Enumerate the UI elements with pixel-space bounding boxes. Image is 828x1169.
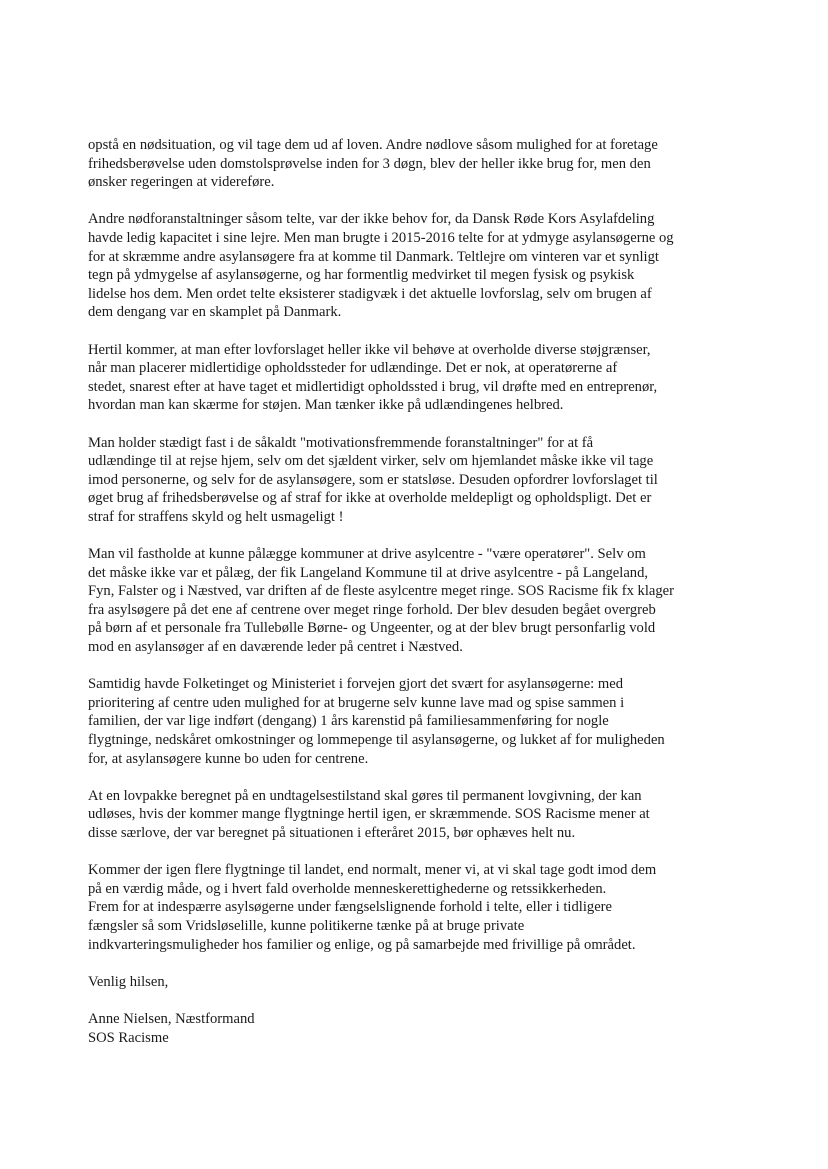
paragraph-6: Samtidig havde Folketinget og Ministeriet i forvejen gjort det svært for asylansøgerne: med prioritering af centre uden mulighed for at brugerne selv kunne lave mad og spise sammen i familien, der var lige indført (dengang) 1 års karenstid på familiesammenføring for nogle flygtninge, nedskåret omkostninger og lommepenge til asylansøgerne, og lukket af for muligheden for, at asylansøgere kunne bo uden for centrene. (88, 676, 665, 767)
signature-organization: SOS Racisme (88, 1029, 169, 1046)
paragraph-3: Hertil kommer, at man efter lovforslaget heller ikke vil behøve at overholde diverse støjgrænser, når man placerer midlertidige opholdssteder for udlændinge. Det er nok, at operatørerne af stedet, snarest efter at have taget et midlertidigt opholdssted i brug, vil drøfte med en entreprenør, hvordan man kan skærme for støjen. Man tænker ikke på udlændingenes helbred. (88, 341, 658, 414)
signature-name-title: Anne Nielsen, Næstformand (88, 1010, 255, 1027)
paragraph-8: Kommer der igen flere flygtninge til landet, end normalt, mener vi, at vi skal tage godt imod dem på en værdig måde, og i hvert fald overholde menneskerettighederne og retssikkerheden. Frem for at indespærre asylsøgerne under fængselslignende forhold i telte, eller i tidligere fængsler så som Vridsløselille, kunne politikerne tænke på at bruge private indkvarteringsmuligheder hos familier og enlige, og på samarbejde med frivillige på området. (88, 862, 657, 953)
paragraph-5: Man vil fastholde at kunne pålægge kommuner at drive asylcentre - "være operatører". Selv om det måske ikke var et pålæg, der fik Langeland Kommune til at drive asylcentre - på Langeland, Fyn, Falster og i Næstved, var driften af de fleste asylcentre meget ringe. SOS Racisme fik fx klager fra asylsøgere på det ene af centrene over meget ringe forhold. Der blev desuden begået overgreb på børn af et personale fra Tullebølle Børne- og Ungeenter, og at der blev brugt personfarlig vold mod en asylansøger af en daværende leder på centret i Næstved. (88, 546, 675, 656)
paragraph-1: opstå en nødsituation, og vil tage dem ud af loven. Andre nødlove såsom mulighed for at foretage frihedsberøvelse uden domstolsprøvelse inden for 3 døgn, blev der heller ikke brug for, men den ønsker regeringen at videreføre. (88, 137, 658, 191)
signature-block (88, 1010, 752, 1047)
paragraph-4: Man holder stædigt fast i de såkaldt "motivationsfremmende foranstaltninger" for at få udlændinge til at rejse hjem, selv om det sjældent virker, selv om hjemlandet måske ikke vil tage imod personerne, og selv for de asylansøgere, som er statsløse. Desuden opfordrer lovforslaget til øget brug af frihedsberøvelse og af straf for ikke at overholde meldepligt og opholdspligt. Det er straf for straffens skyld og helt usmageligt ! (88, 434, 658, 525)
paragraph-7: At en lovpakke beregnet på en undtagelsestilstand skal gøres til permanent lovgivning, der kan udløses, hvis der kommer mange flygtninge hertil igen, er skræmmende. SOS Racisme mener at disse særlove, der var beregnet på situationen i efteråret 2015, bør ophæves helt nu. (88, 787, 650, 841)
closing-greeting: Venlig hilsen, (88, 973, 169, 990)
letter-page (88, 136, 752, 1047)
paragraph-2: Andre nødforanstaltninger såsom telte, var der ikke behov for, da Dansk Røde Kors Asylafdeling havde ledig kapacitet i sine lejre. Men man brugte i 2015-2016 telte for at ydmyge asylansøgerne og for at skræmme andre asylansøgere fra at komme til Danmark. Teltlejre om vinteren var et synligt tegn på ydmygelse af asylansøgerne, og har formentlig medvirket til megen fysisk og psykisk lidelse hos dem. Men ordet telte eksisterer stadigvæk i det aktuelle lovforslag, selv om brugen af dem dengang var en skamplet på Danmark. (88, 211, 674, 321)
